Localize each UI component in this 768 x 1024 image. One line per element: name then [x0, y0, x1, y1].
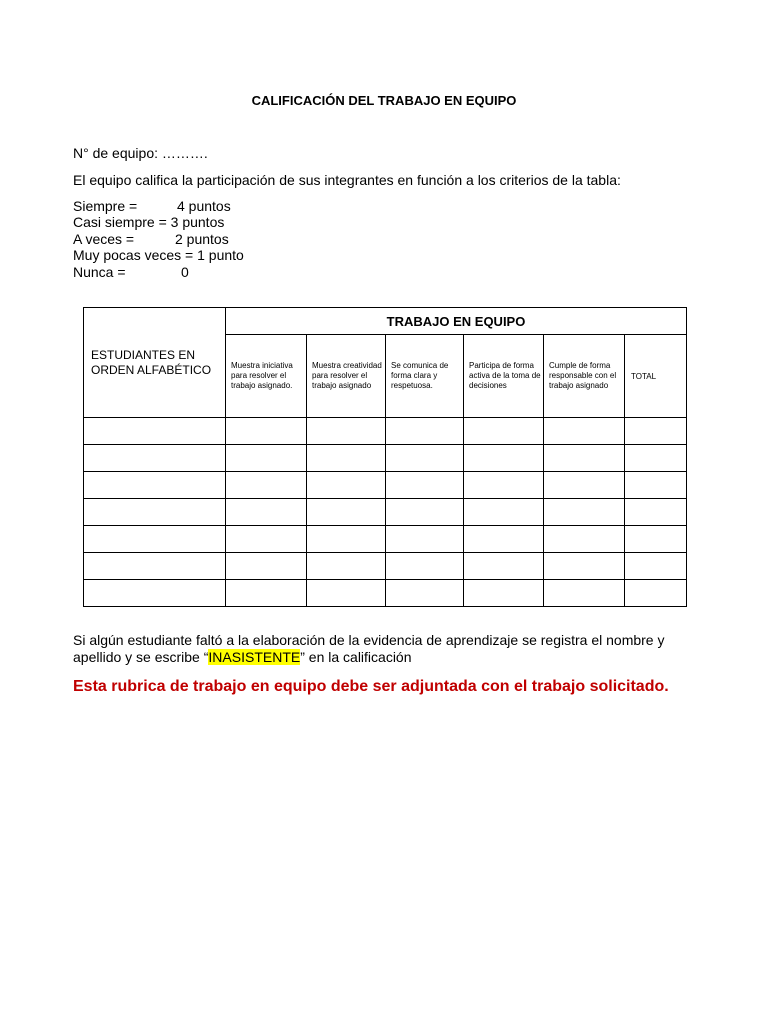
- student-name-cell[interactable]: [84, 580, 226, 607]
- total-cell[interactable]: [625, 580, 687, 607]
- score-cell[interactable]: [544, 499, 625, 526]
- scale-value: 0: [181, 264, 189, 280]
- score-cell[interactable]: [386, 499, 464, 526]
- score-cell[interactable]: [544, 418, 625, 445]
- table-row: [84, 472, 687, 499]
- scale-item-siempre: [73, 198, 231, 215]
- score-cell[interactable]: [226, 526, 307, 553]
- scale-label: Siempre =: [73, 198, 138, 214]
- page-title: CALIFICACIÓN DEL TRABAJO EN EQUIPO: [251, 93, 517, 108]
- total-cell[interactable]: [625, 499, 687, 526]
- table-row: [84, 418, 687, 445]
- score-cell[interactable]: [226, 580, 307, 607]
- score-cell[interactable]: [307, 526, 386, 553]
- table-row: [84, 499, 687, 526]
- score-cell[interactable]: [386, 526, 464, 553]
- table-row: [84, 580, 687, 607]
- total-cell[interactable]: [625, 418, 687, 445]
- student-name-cell[interactable]: [84, 472, 226, 499]
- scale-item-muy-pocas-veces: [73, 247, 244, 264]
- score-cell[interactable]: [464, 445, 544, 472]
- total-column-header: TOTAL: [625, 335, 687, 418]
- score-cell[interactable]: [464, 472, 544, 499]
- score-cell[interactable]: [464, 580, 544, 607]
- score-cell[interactable]: [386, 472, 464, 499]
- team-number: N° de equipo: ……….: [73, 145, 208, 161]
- table-row: [84, 445, 687, 472]
- instruction-text: El equipo califica la participación de sus integrantes en función a los criterios de la tabla:: [73, 172, 621, 188]
- score-cell[interactable]: [307, 580, 386, 607]
- table-row: [84, 553, 687, 580]
- note-close-quote: ”: [300, 649, 305, 665]
- score-cell[interactable]: [307, 472, 386, 499]
- criterion-header-responsibility: Cumple de forma responsable con el trabajo asignado: [544, 335, 625, 418]
- score-cell[interactable]: [386, 553, 464, 580]
- scale-label: Muy pocas veces = 1 punto: [73, 247, 244, 263]
- scale-value: 2 puntos: [175, 231, 229, 247]
- total-cell[interactable]: [625, 472, 687, 499]
- student-name-cell[interactable]: [84, 499, 226, 526]
- attachment-warning: Esta rubrica de trabajo en equipo debe ser adjuntada con el trabajo solicitado.: [73, 678, 669, 695]
- score-cell[interactable]: [307, 445, 386, 472]
- inasistente-highlight: INASISTENTE: [208, 649, 301, 665]
- total-cell[interactable]: [625, 526, 687, 553]
- scale-label: A veces =: [73, 231, 135, 247]
- student-name-cell[interactable]: [84, 526, 226, 553]
- scale-label: Nunca =: [73, 264, 126, 280]
- scale-item-a-veces: [73, 231, 229, 248]
- score-cell[interactable]: [226, 499, 307, 526]
- total-cell[interactable]: [625, 553, 687, 580]
- scale-label: Casi siempre = 3 puntos: [73, 214, 225, 230]
- rubric-table: [83, 307, 687, 607]
- score-cell[interactable]: [307, 499, 386, 526]
- score-cell[interactable]: [464, 553, 544, 580]
- score-cell[interactable]: [226, 445, 307, 472]
- score-cell[interactable]: [544, 445, 625, 472]
- student-name-cell[interactable]: [84, 418, 226, 445]
- note-open-quote: “: [203, 649, 209, 665]
- score-cell[interactable]: [544, 580, 625, 607]
- scale-item-nunca: [73, 264, 189, 281]
- note-text: Si algún estudiante faltó a la elaboración de la evidencia de aprendizaje se registra el nombre y apellido y se escribe: [73, 632, 665, 665]
- score-cell[interactable]: [386, 580, 464, 607]
- score-cell[interactable]: [464, 418, 544, 445]
- criterion-header-initiative: Muestra iniciativa para resolver el trabajo asignado.: [226, 335, 307, 418]
- score-cell[interactable]: [386, 445, 464, 472]
- students-column-header: ESTUDIANTES EN ORDEN ALFABÉTICO: [84, 308, 226, 418]
- student-name-cell[interactable]: [84, 553, 226, 580]
- score-cell[interactable]: [226, 472, 307, 499]
- score-cell[interactable]: [544, 526, 625, 553]
- group-header: TRABAJO EN EQUIPO: [226, 308, 687, 335]
- rubric-body: [84, 418, 687, 607]
- score-cell[interactable]: [226, 553, 307, 580]
- score-cell[interactable]: [226, 418, 307, 445]
- score-cell[interactable]: [544, 472, 625, 499]
- student-name-cell[interactable]: [84, 445, 226, 472]
- absence-note: [73, 632, 693, 666]
- score-cell[interactable]: [386, 418, 464, 445]
- table-row: [84, 526, 687, 553]
- score-cell[interactable]: [464, 526, 544, 553]
- score-cell[interactable]: [464, 499, 544, 526]
- score-cell[interactable]: [544, 553, 625, 580]
- score-cell[interactable]: [307, 418, 386, 445]
- total-cell[interactable]: [625, 445, 687, 472]
- criterion-header-participation: Participa de forma activa de la toma de decisiones: [464, 335, 544, 418]
- score-cell[interactable]: [307, 553, 386, 580]
- criterion-header-communication: Se comunica de forma clara y respetuosa.: [386, 335, 464, 418]
- scale-value: 4 puntos: [177, 198, 231, 214]
- criterion-header-creativity: Muestra creatividad para resolver el trabajo asignado: [307, 335, 386, 418]
- note-text-end: en la calificación: [304, 649, 412, 665]
- scale-item-casi-siempre: [73, 214, 224, 231]
